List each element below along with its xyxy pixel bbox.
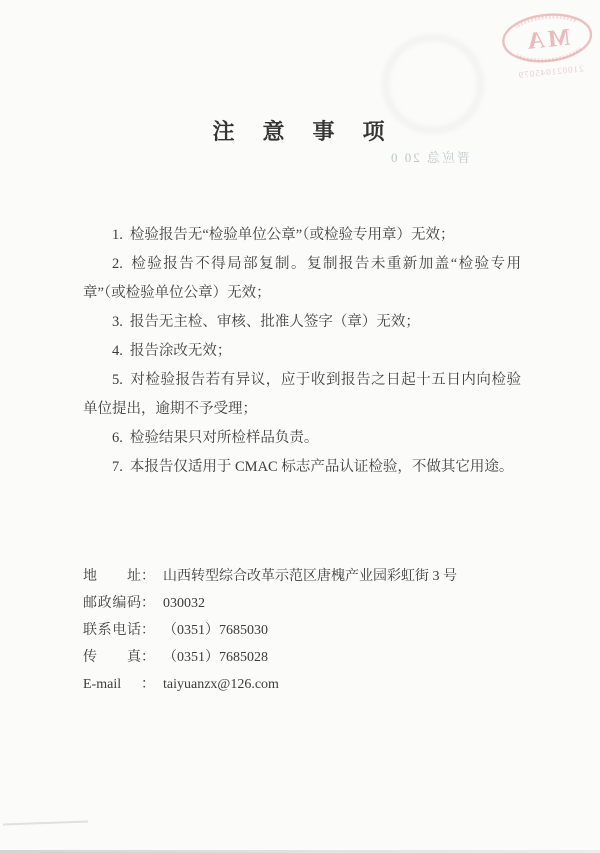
- cma-stamp: [493, 6, 600, 86]
- contact-row-email: [83, 671, 553, 698]
- contact-label: 传 真: [83, 650, 141, 665]
- stamp-letters: MA: [523, 24, 572, 56]
- contact-value-phone: （0351）7685030: [163, 623, 268, 638]
- notice-item-3: [83, 308, 521, 337]
- contact-value-address: 山西转型综合改革示范区唐槐产业园彩虹街 3 号: [163, 569, 457, 584]
- contact-value-fax: （0351）7685028: [163, 650, 268, 665]
- notice-text: 检验报告无“检验单位公章”（或检验专用章）无效；: [129, 227, 455, 243]
- notice-number: 7.: [112, 459, 123, 475]
- contact-colon: ：: [141, 596, 155, 611]
- contact-colon: ：: [141, 677, 155, 692]
- notice-item-5: [83, 366, 521, 424]
- contact-label: E-mail: [83, 677, 122, 692]
- notice-number: 3.: [112, 314, 123, 330]
- notice-text: 检验结果只对所检样品负责。: [129, 430, 319, 446]
- contact-value-postcode: 030032: [163, 596, 205, 611]
- contact-row-postcode: [83, 590, 553, 617]
- contact-label: 地 址: [83, 569, 141, 584]
- contact-label: 邮政编码: [83, 596, 141, 611]
- contact-row-fax: [83, 644, 553, 671]
- contact-colon: ：: [141, 623, 155, 638]
- stamp-number: 210021045079: [517, 63, 585, 81]
- page-title: 注 意 事 项: [212, 119, 388, 144]
- notice-number: 6.: [112, 430, 123, 446]
- notice-number: 4.: [112, 343, 123, 359]
- bleed-through-text: 晋应急 20 0: [388, 150, 470, 165]
- contact-row-phone: [83, 617, 553, 644]
- notice-text: 报告无主检、审核、批准人签字（章）无效；: [129, 314, 420, 330]
- notice-text: 本报告仅适用于 CMAC 标志产品认证检验，不做其它用途。: [129, 459, 514, 475]
- contact-label: 联系电话: [83, 623, 141, 638]
- contact-value-email: taiyuanzx@126.com: [163, 677, 279, 692]
- notice-number: 5.: [112, 372, 123, 388]
- notices-list: [83, 221, 521, 482]
- contact-block: [83, 563, 553, 698]
- notice-item-6: [83, 424, 521, 453]
- contact-colon: ：: [141, 650, 155, 665]
- notice-number: 2.: [112, 256, 123, 272]
- notice-item-4: [83, 337, 521, 366]
- notice-text: 对检验报告若有异议，应于收到报告之日起十五日内向检验单位提出，逾期不予受理；: [83, 372, 521, 417]
- notice-item-1: [83, 221, 521, 250]
- notice-text: 报告涂改无效；: [129, 343, 232, 359]
- notice-text: 检验报告不得局部复制。复制报告未重新加盖“检验专用章”（或检验单位公章）无效；: [83, 256, 521, 301]
- scan-artifact-line: [3, 821, 88, 826]
- notice-item-2: [83, 250, 521, 308]
- notice-number: 1.: [112, 227, 123, 243]
- contact-row-address: [83, 563, 553, 590]
- notice-item-7: [83, 453, 521, 482]
- contact-colon: ：: [141, 569, 155, 584]
